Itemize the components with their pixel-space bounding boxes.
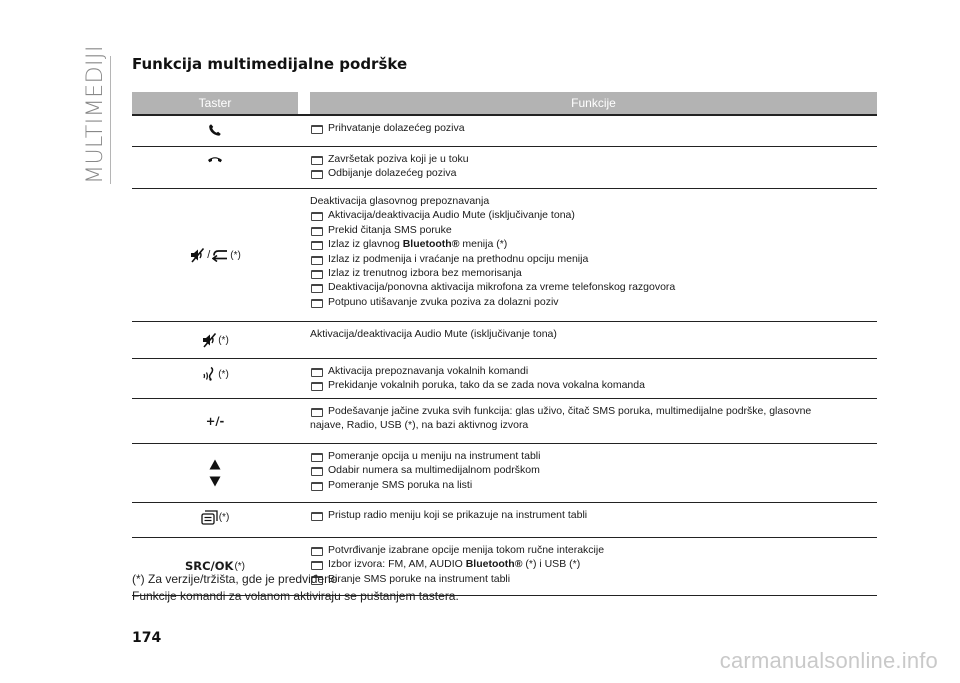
bullet-marker <box>311 212 323 221</box>
function-text-main: Podešavanje jačine zvuka svih funkcija: glas uživo, čitač SMS poruka, multimedijalne podrške, glasovne <box>328 404 812 417</box>
function-text <box>328 364 528 378</box>
function-item <box>310 152 877 166</box>
function-cell <box>310 503 877 537</box>
function-text-main: Pristup radio meniju koji se prikazuje na instrument tabli <box>328 508 588 521</box>
function-cell <box>310 322 877 358</box>
table-row <box>132 189 877 322</box>
function-item <box>310 508 877 522</box>
key-symbol <box>207 154 223 164</box>
function-text <box>310 194 489 208</box>
function-item <box>310 280 877 294</box>
key-cell <box>132 189 298 321</box>
function-text-main: najave, Radio, USB (*), na bazi aktivnog izvora <box>310 419 529 432</box>
function-item <box>310 463 877 477</box>
function-text-main: Prekidanje vokalnih poruka, tako da se zada nova vokalna komanda <box>328 379 645 392</box>
table-row <box>132 116 877 147</box>
function-text-main: Izbor izvora: FM, AM, AUDIO <box>328 558 466 571</box>
function-text-main: Deaktivacija glasovnog prepoznavanja <box>310 195 490 207</box>
function-text-main: Izlaz iz podmenija i vraćanje na prethodnu opciju menija <box>328 252 589 265</box>
key-cell <box>132 399 298 443</box>
bullet-marker <box>311 482 323 491</box>
table-body <box>132 116 877 596</box>
function-item <box>310 418 877 432</box>
function-text-suffix: menija (*) <box>459 238 508 251</box>
bullet-marker <box>311 561 323 570</box>
function-item <box>310 557 877 571</box>
bullet-marker <box>311 453 323 462</box>
function-item <box>310 364 877 378</box>
function-item <box>310 266 877 280</box>
function-text <box>328 463 540 477</box>
key-symbol <box>206 414 225 428</box>
header-key: Taster <box>132 92 298 114</box>
function-cell <box>310 116 877 146</box>
bullet-marker <box>311 382 323 391</box>
key-footnote-marker: (*) <box>230 249 241 261</box>
function-item <box>310 378 877 392</box>
footnotes <box>132 571 459 605</box>
table-row <box>132 444 877 503</box>
function-text <box>328 237 507 251</box>
page-title: Funkcija multimedijalne podrške <box>132 55 408 73</box>
key-cell <box>132 322 298 358</box>
function-cell <box>310 444 877 502</box>
header-function: Funkcije <box>310 92 877 114</box>
bullet-marker <box>311 170 323 179</box>
mute-icon <box>201 332 217 348</box>
bullet-marker <box>311 156 323 165</box>
function-text-main: Biranje SMS poruke na instrument tabli <box>328 572 511 585</box>
function-item <box>310 449 877 463</box>
function-item <box>310 121 877 135</box>
function-text <box>328 478 472 492</box>
table-row <box>132 322 877 359</box>
bullet-marker <box>311 270 323 279</box>
function-cell <box>310 359 877 398</box>
key-footnote-marker: (*) <box>234 560 246 572</box>
arrow-down-icon <box>209 476 221 487</box>
function-text-main: Pomeranje opcija u meniju na instrument tabli <box>328 449 541 462</box>
key-cell <box>132 359 298 398</box>
section-divider <box>110 56 111 184</box>
phone-answer-icon <box>208 123 222 137</box>
function-text <box>310 327 557 341</box>
bullet-marker <box>311 256 323 265</box>
function-text <box>328 378 645 392</box>
table-row <box>132 399 877 444</box>
function-text <box>328 280 675 294</box>
display-menu-icon <box>201 510 218 525</box>
bullet-marker <box>311 512 323 521</box>
function-text <box>328 295 559 309</box>
function-text <box>328 166 456 180</box>
section-label: MULTIMEDIJI <box>82 44 108 184</box>
function-item <box>310 543 877 557</box>
key-label: +/- <box>205 413 225 428</box>
function-cell <box>310 147 877 188</box>
function-text-main: Završetak poziva koji je u toku <box>328 153 469 165</box>
mute-icon <box>189 247 205 263</box>
table-row <box>132 359 877 399</box>
key-cell <box>132 147 298 188</box>
function-item <box>310 208 877 222</box>
table-row <box>132 147 877 189</box>
function-text-main: Izlaz iz glavnog <box>328 238 403 251</box>
function-text <box>328 449 540 463</box>
back-arrow-icon <box>212 249 229 262</box>
bullet-marker <box>311 284 323 293</box>
key-footnote-marker: (*) <box>218 334 229 346</box>
function-text <box>328 543 604 557</box>
function-cell <box>310 189 877 321</box>
key-symbol <box>201 510 230 525</box>
function-item <box>310 223 877 237</box>
function-text-main: Prihvatanje dolazećeg poziva <box>328 122 465 134</box>
bullet-marker <box>311 408 323 417</box>
key-cell <box>132 116 298 146</box>
function-item <box>310 166 877 180</box>
key-symbol <box>208 123 222 137</box>
key-label: SRC/OK <box>184 559 234 574</box>
page-number: 174 <box>132 630 162 646</box>
function-text-main: Prekid čitanja SMS poruke <box>328 223 452 236</box>
function-text-main: Pomeranje SMS poruka na listi <box>328 478 473 491</box>
function-text <box>328 266 522 280</box>
function-text <box>328 121 465 135</box>
bullet-marker <box>311 125 323 134</box>
function-text <box>328 152 469 166</box>
function-text-main: Potvrđivanje izabrane opcije menija tokom ručne interakcije <box>328 543 605 556</box>
table-row <box>132 503 877 538</box>
function-text-main: Potpuno utišavanje zvuka poziva za dolazni poziv <box>328 295 559 308</box>
key-symbol <box>201 366 229 382</box>
phone-hangup-icon <box>207 154 223 164</box>
function-text-bold: Bluetooth® <box>465 558 523 571</box>
key-symbol <box>201 332 229 348</box>
function-text-main: Deaktivacija/ponovna aktivacija mikrofona za vreme telefonskog razgovora <box>328 281 676 294</box>
function-text <box>310 418 528 432</box>
bullet-marker <box>311 547 323 556</box>
function-text-main: Aktivacija prepoznavanja vokalnih komandi <box>328 365 529 377</box>
function-item <box>310 194 877 208</box>
function-item <box>310 327 877 341</box>
function-text-main: Aktivacija/deaktivacija Audio Mute (isključivanje tona) <box>328 209 575 222</box>
function-text-bold: Bluetooth® <box>402 238 460 251</box>
key-footnote-marker: (*) <box>218 511 230 523</box>
function-item <box>310 478 877 492</box>
table-header <box>132 92 877 114</box>
function-item <box>310 252 877 266</box>
key-cell <box>132 444 298 502</box>
bullet-marker <box>311 368 323 377</box>
bullet-marker <box>311 467 323 476</box>
key-symbol <box>189 247 241 263</box>
key-separator: / <box>207 249 211 261</box>
watermark: carmanualsonline.info <box>719 648 938 673</box>
function-cell <box>310 399 877 443</box>
function-text <box>328 508 587 522</box>
function-text <box>328 208 575 222</box>
bullet-marker <box>311 241 323 250</box>
function-item <box>310 237 877 251</box>
function-text-main: Izlaz iz trenutnog izbora bez memorisanja <box>328 267 522 280</box>
arrow-up-icon <box>209 459 221 470</box>
function-text <box>328 223 452 237</box>
function-text <box>328 557 580 571</box>
footnote-activation: Funkcije komandi za volanom aktiviraju se puštanjem tastera. <box>132 589 459 603</box>
bullet-marker <box>311 227 323 236</box>
footnote-versions: (*) Za verzije/tržišta, gde je predviđeno <box>132 572 338 586</box>
function-text <box>328 404 811 418</box>
bullet-marker <box>311 299 323 308</box>
key-footnote-marker: (*) <box>218 368 229 380</box>
function-item <box>310 295 877 309</box>
steering-controls-table <box>132 92 877 596</box>
voice-command-icon <box>201 366 217 382</box>
function-text-main: Odbijanje dolazećeg poziva <box>328 167 457 180</box>
key-cell <box>132 503 298 537</box>
function-text-main: Aktivacija/deaktivacija Audio Mute (isključivanje tona) <box>310 328 557 340</box>
function-item <box>310 404 877 418</box>
function-text <box>328 252 588 266</box>
function-text-suffix: (*) i USB (*) <box>522 558 581 571</box>
function-text-main: Odabir numera sa multimedijalnom podrškom <box>328 464 540 477</box>
